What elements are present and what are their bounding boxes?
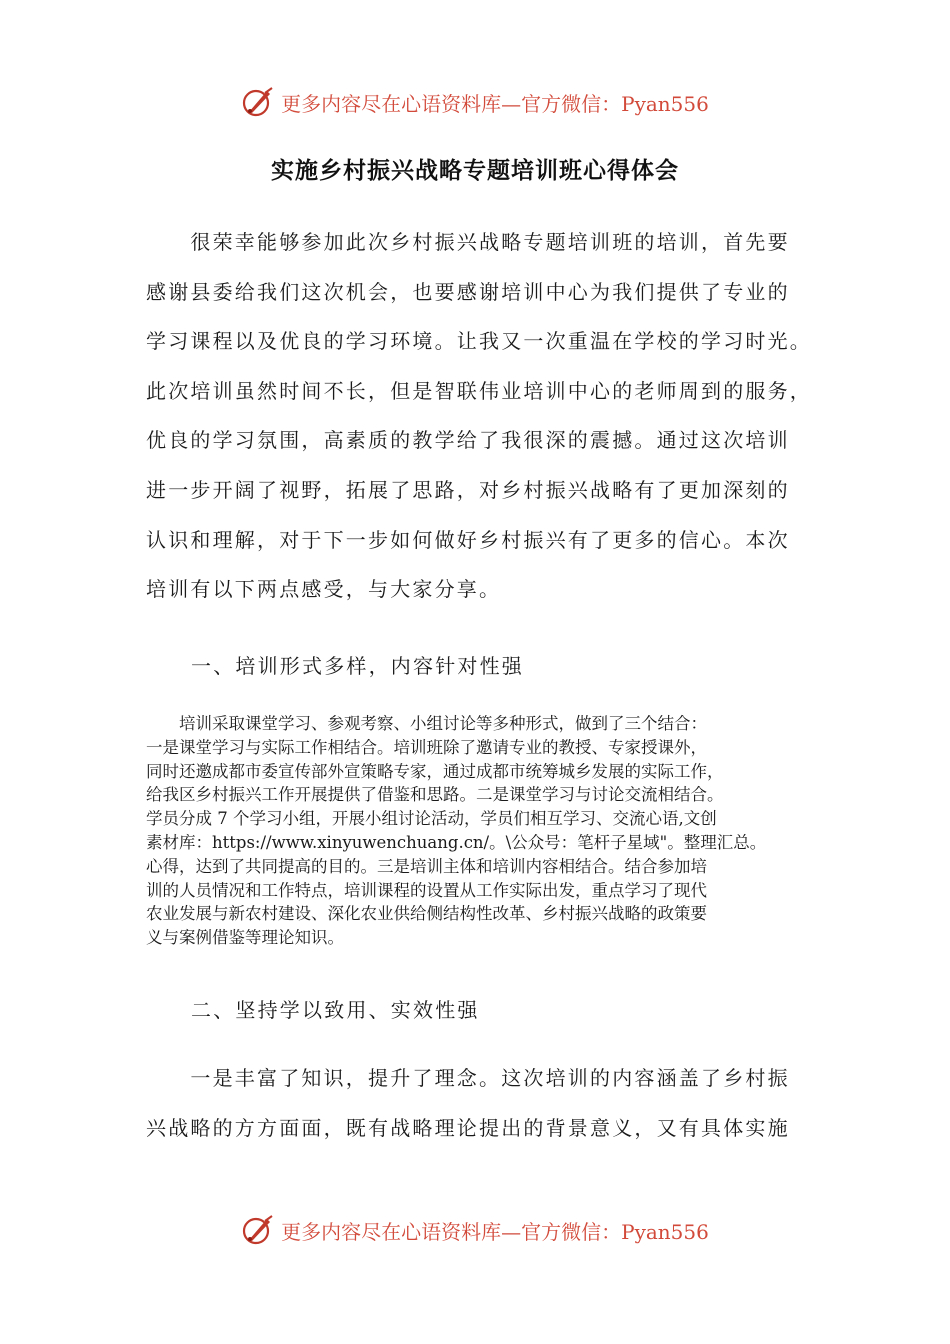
text-line: 此次培训虽然时间不长，但是智联伟业培训中心的老师周到的服务， xyxy=(146,378,812,403)
text-line: 农业发展与新农村建设、深化农业供给侧结构性改革、乡村振兴战略的政策要 xyxy=(146,904,707,924)
quill-pen-logo-icon xyxy=(241,85,275,119)
watermark-banner-top xyxy=(0,82,950,122)
text-line: 兴战略的方方面面，既有战略理论提出的背景意义，又有具体实施 xyxy=(146,1115,790,1140)
text-line: 义与案例借鉴等理论知识。 xyxy=(146,928,344,948)
text-line: 优良的学习氛围，高素质的教学给了我很深的震撼。通过这次培训 xyxy=(146,428,790,453)
text-line: 认识和理解，对于下一步如何做好乡村振兴有了更多的信心。本次 xyxy=(146,527,790,552)
quill-pen-logo-icon xyxy=(241,1213,275,1247)
text-line: 培训有以下两点感受，与大家分享。 xyxy=(146,577,502,602)
text-line: 很荣幸能够参加此次乡村振兴战略专题培训班的培训，首先要 xyxy=(146,230,790,254)
text-line: 素材库：https://www.xinyuwenchuang.cn/。\公众号：笔杆子星域"。整理汇总。 xyxy=(146,832,767,852)
watermark-text: 更多内容尽在心语资料库—官方微信：Pyan556 xyxy=(281,91,709,116)
text-line: 学习课程以及优良的学习环境。让我又一次重温在学校的学习时光。 xyxy=(146,329,812,354)
text-line: 训的人员情况和工作特点，培训课程的设置从工作实际出发，重点学习了现代 xyxy=(146,880,707,900)
watermark-banner-bottom xyxy=(0,1210,950,1250)
document-title: 实施乡村振兴战略专题培训班心得体会 xyxy=(271,158,679,184)
section2-paragraph xyxy=(146,1054,826,1153)
section1-paragraph xyxy=(146,712,826,950)
section-heading: 二、坚持学以致用、实效性强 xyxy=(191,998,480,1022)
text-line: 给我区乡村振兴工作开展提供了借鉴和思路。二是课堂学习与讨论交流相结合。 xyxy=(146,785,724,805)
text-line: 一是丰富了知识，提升了理念。这次培训的内容涵盖了乡村振 xyxy=(146,1066,790,1090)
text-line: 感谢县委给我们这次机会，也要感谢培训中心为我们提供了专业的 xyxy=(146,279,790,304)
section-heading: 一、培训形式多样，内容针对性强 xyxy=(191,654,524,678)
watermark-text: 更多内容尽在心语资料库—官方微信：Pyan556 xyxy=(281,1219,709,1244)
text-line: 学员分成 7 个学习小组，开展小组讨论活动，学员们相互学习、交流心语,文创 xyxy=(146,809,717,829)
text-line: 同时还邀成都市委宣传部外宣策略专家，通过成都市统筹城乡发展的实际工作， xyxy=(146,761,724,781)
text-line: 一是课堂学习与实际工作相结合。培训班除了邀请专业的教授、专家授课外， xyxy=(146,737,707,757)
text-line: 进一步开阔了视野，拓展了思路，对乡村振兴战略有了更加深刻的 xyxy=(146,477,790,502)
text-line: 心得，达到了共同提高的目的。三是培训主体和培训内容相结合。结合参加培 xyxy=(146,856,707,876)
text-line: 培训采取课堂学习、参观考察、小组讨论等多种形式，做到了三个结合： xyxy=(146,714,707,733)
intro-paragraph xyxy=(146,218,826,615)
